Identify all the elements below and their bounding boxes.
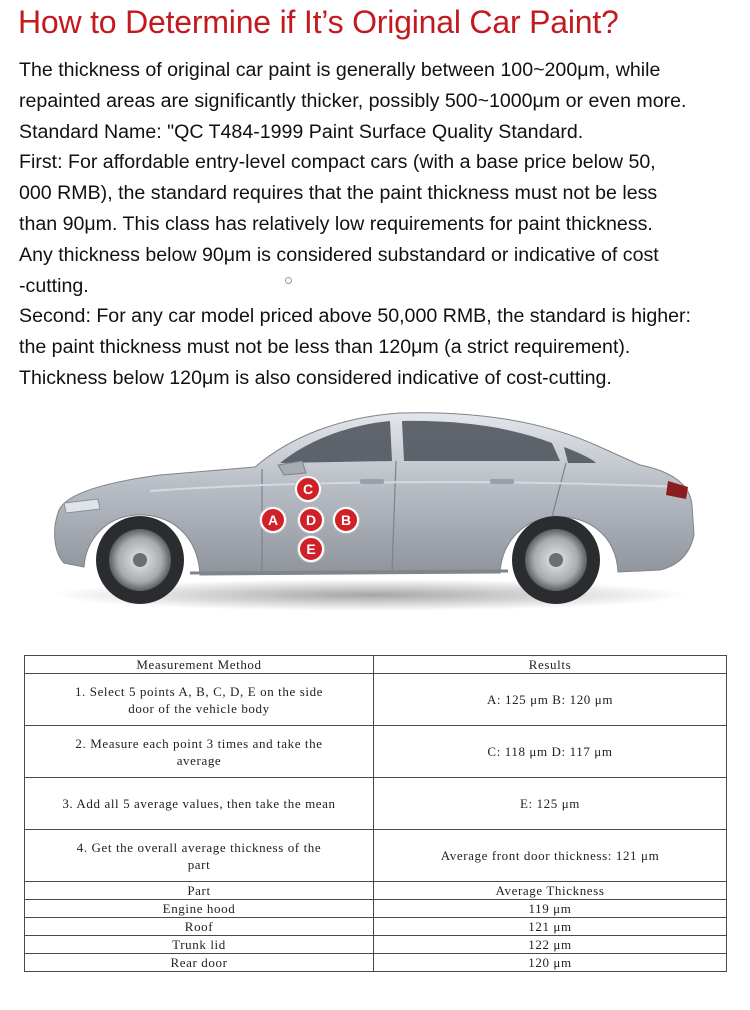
thickness-cell: 121 μm [374,918,727,936]
paragraph-line: Any thickness below 90μm is considered substandard or indicative of cost [19,243,659,266]
table-row [25,674,727,726]
paragraph-line: Thickness below 120μm is also considered indicative of cost-cutting. [19,366,612,389]
method-line: average [176,752,222,768]
point-a-marker: A [260,507,286,533]
part-cell: Engine hood [25,900,374,918]
point-d-marker: D [298,507,324,533]
car-side-view-icon [40,395,710,620]
thickness-cell: 119 μm [374,900,727,918]
point-e-marker: E [298,536,324,562]
paragraph-line: 000 RMB), the standard requires that the paint thickness must not be less [19,182,658,205]
method-cell [25,674,374,726]
header-cell-results: Results [374,656,727,674]
method-cell [25,830,374,882]
point-c-marker: C [295,476,321,502]
method-cell [25,726,374,778]
paragraph-line: First: For affordable entry-level compact cars (with a base price below 50, [19,151,656,174]
paragraph-line: repainted areas are significantly thicker, possibly 500~1000μm or even more. [19,89,687,112]
result-cell: Average front door thickness: 121 μm [374,830,727,882]
table-row [25,778,727,830]
table-row [25,900,727,918]
thickness-cell: 122 μm [374,936,727,954]
part-cell: Rear door [25,954,374,972]
table-row [25,726,727,778]
method-line: part [187,856,211,872]
header-cell-method: Measurement Method [25,656,374,674]
table-row [25,830,727,882]
table-row [25,954,727,972]
paragraph-line: Second: For any car model priced above 50,000 RMB, the standard is higher: [19,305,692,328]
paragraph-line: Standard Name: "QC T484-1999 Paint Surface Quality Standard. [19,120,584,143]
method-line: 3. Add all 5 average values, then take the mean [62,796,336,811]
intro-paragraph [19,55,749,394]
result-cell: E: 125 μm [374,778,727,830]
car-illustration [40,395,710,620]
method-line: door of the vehicle body [128,700,270,716]
method-line: 2. Measure each point 3 times and take the [75,735,323,751]
header-cell-part: Part [25,882,374,900]
method-line: 4. Get the overall average thickness of the [76,839,322,855]
paragraph-line: the paint thickness must not be less than 120μm (a strict requirement). [19,336,631,359]
paragraph-line: -cutting. [19,274,89,297]
stray-dot [285,277,292,284]
table-row [25,936,727,954]
part-cell: Trunk lid [25,936,374,954]
table-row [25,918,727,936]
paragraph-line: The thickness of original car paint is generally between 100~200μm, while [19,59,661,81]
method-cell [25,778,374,830]
header-cell-average-thickness: Average Thickness [374,882,727,900]
table-header-row [25,656,727,674]
result-cell: A: 125 μm B: 120 μm [374,674,727,726]
point-b-marker: B [333,507,359,533]
result-cell: C: 118 μm D: 117 μm [374,726,727,778]
page-title: How to Determine if It’s Original Car Paint? [18,4,619,40]
parts-header-row [25,882,727,900]
part-cell: Roof [25,918,374,936]
method-line: 1. Select 5 points A, B, C, D, E on the side [74,683,324,699]
paragraph-line: than 90μm. This class has relatively low requirements for paint thickness. [19,212,653,235]
measurement-table [24,655,727,972]
thickness-cell: 120 μm [374,954,727,972]
